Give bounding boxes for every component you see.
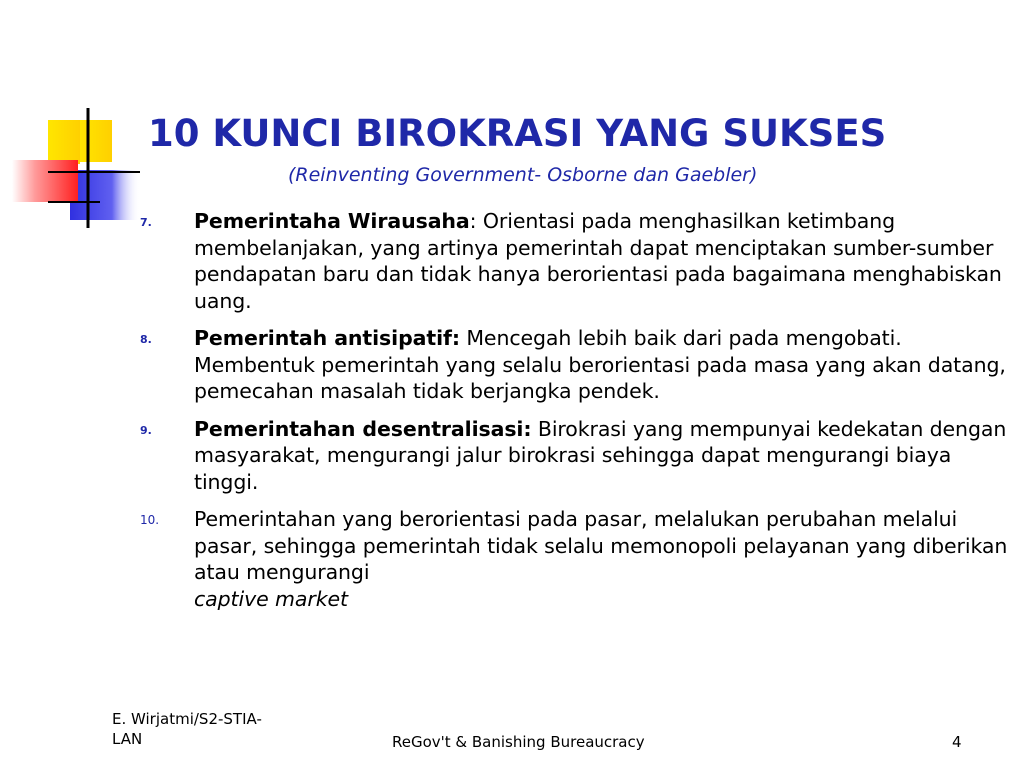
list-item [140,416,1010,496]
list-item-body: Mencegah lebih baik dari pada mengobati. Membentuk pemerintah yang selalu berorientasi pada masa yang akan datang, pemecahan masalah tidak berjangka pendek. [194,326,1006,403]
red-square [12,160,78,202]
list-number: 8. [140,333,152,346]
list-item-heading: Pemerintaha Wirausaha [194,209,470,233]
list-item-text [194,506,1010,612]
list-item-body: Birokrasi yang mempunyai kedekatan dengan masyarakat, mengurangi jalur birokrasi sehingga dapat mengurangi biaya tinggi. [194,416,1007,494]
page-number: 4 [952,733,962,751]
yellow-square [48,120,80,164]
list-number: 10. [140,513,160,527]
list-item-body: : Orientasi pada menghasilkan ketimbang membelanjakan, yang artinya pemerintah dapat menciptakan sumber-sumber pendapatan baru dan tidak hanya berorientasi pada bagaimana menghabiskan uang. [194,209,1002,313]
decorative-squares-graphic [0,0,150,240]
footer-author-line1: E. Wirjatmi/S2-STIA- [112,710,262,728]
list-number: 7. [140,216,152,229]
list-item [140,325,1010,405]
list-item-text [194,416,1010,496]
list-item-text [194,325,1010,405]
list-number: 9. [140,423,152,437]
footer-author-line2: LAN [112,730,143,748]
list-item-heading: Pemerintah antisipatif: [194,326,460,350]
footer-author [112,710,262,748]
blue-square [70,170,140,220]
slide-title: 10 KUNCI BIROKRASI YANG SUKSES [148,112,887,155]
list-item [140,208,1010,314]
list-item-text [194,208,1010,314]
list-item-heading: Pemerintahan desentralisasi: [194,416,532,441]
slide-subtitle: (Reinventing Government- Osborne dan Gaebler) [288,164,758,186]
list-item-body: Pemerintahan yang berorientasi pada pasar, melalukan perubahan melalui pasar, sehingga pemerintah tidak selalu memonopoli pelayanan yang diberikan atau mengurangi [194,507,1008,584]
footer-center-text: ReGov't & Banishing Bureaucracy [392,733,645,751]
list-item-emphasis: captive market [194,586,348,611]
yellow-square-right [80,120,112,162]
list-item [140,506,1010,612]
numbered-list [140,208,1010,623]
